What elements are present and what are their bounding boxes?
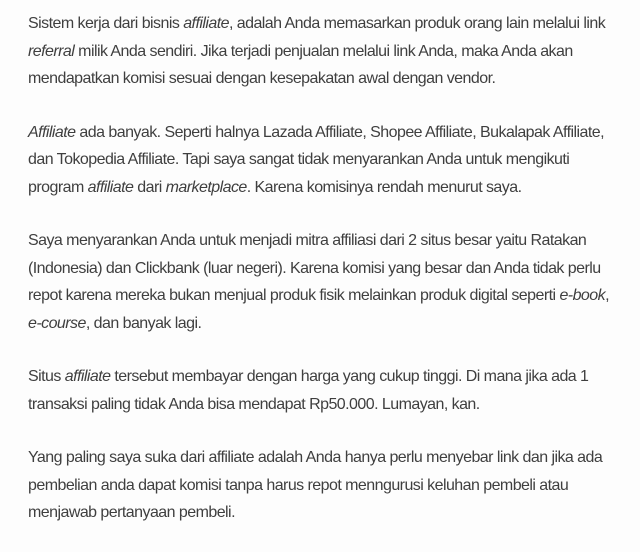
- text-run: ,: [605, 287, 609, 304]
- text-run: Saya menyarankan Anda untuk menjadi mitra affiliasi dari 2 situs besar yaitu Ratakan (Indonesia) dan Clickbank (luar negeri). Karena komisi yang besar dan Anda tidak perlu repot karena mereka bukan menjual produk fisik melainkan produk digital seperti: [28, 232, 601, 304]
- paragraph-3: [28, 227, 614, 337]
- paragraph-4: [28, 363, 614, 418]
- paragraph-5: [28, 444, 614, 527]
- text-run: dari: [133, 178, 166, 196]
- italic-text-run: affiliate: [183, 15, 229, 32]
- italic-text-run: e-book: [559, 287, 606, 304]
- paragraph-1: [28, 10, 614, 93]
- text-run: Yang paling saya suka dari affiliate adalah Anda hanya perlu menyebar link dan jika ada pembelian anda dapat komisi tanpa harus repot menngurusi keluhan pembeli atau menjawab pertanyaan pembeli.: [28, 449, 603, 521]
- italic-text-run: affiliate: [87, 178, 134, 196]
- text-run: tersebut membayar dengan harga yang cukup tinggi. Di mana jika ada 1 transaksi paling tidak Anda bisa mendapat Rp50.000. Lumayan, kan.: [28, 368, 589, 413]
- text-run: , dan banyak lagi.: [85, 314, 202, 332]
- italic-text-run: e-course: [28, 314, 86, 332]
- text-run: ada banyak. Seperti halnya Lazada Affiliate, Shopee Affiliate, Bukalapak Affiliate, dan Tokopedia Affiliate. Tapi saya sangat tidak menyarankan Anda untuk mengikuti program: [28, 123, 604, 196]
- text-run: . Karena komisinya rendah menurut saya.: [246, 178, 522, 196]
- italic-text-run: referral: [28, 42, 75, 60]
- paragraph-2: [28, 119, 614, 202]
- text-run: milik Anda sendiri. Jika terjadi penjualan melalui link Anda, maka Anda akan mendapatkan komisi sesuai dengan kesepakatan awal dengan vendor.: [28, 42, 573, 87]
- text-run: Sistem kerja dari bisnis: [28, 15, 184, 32]
- text-run: Situs: [28, 368, 65, 385]
- italic-text-run: marketplace: [165, 178, 247, 196]
- italic-text-run: affiliate: [64, 368, 111, 385]
- text-run: , adalah Anda memasarkan produk orang lain melalui link: [228, 15, 606, 32]
- italic-text-run: Affiliate: [28, 123, 76, 141]
